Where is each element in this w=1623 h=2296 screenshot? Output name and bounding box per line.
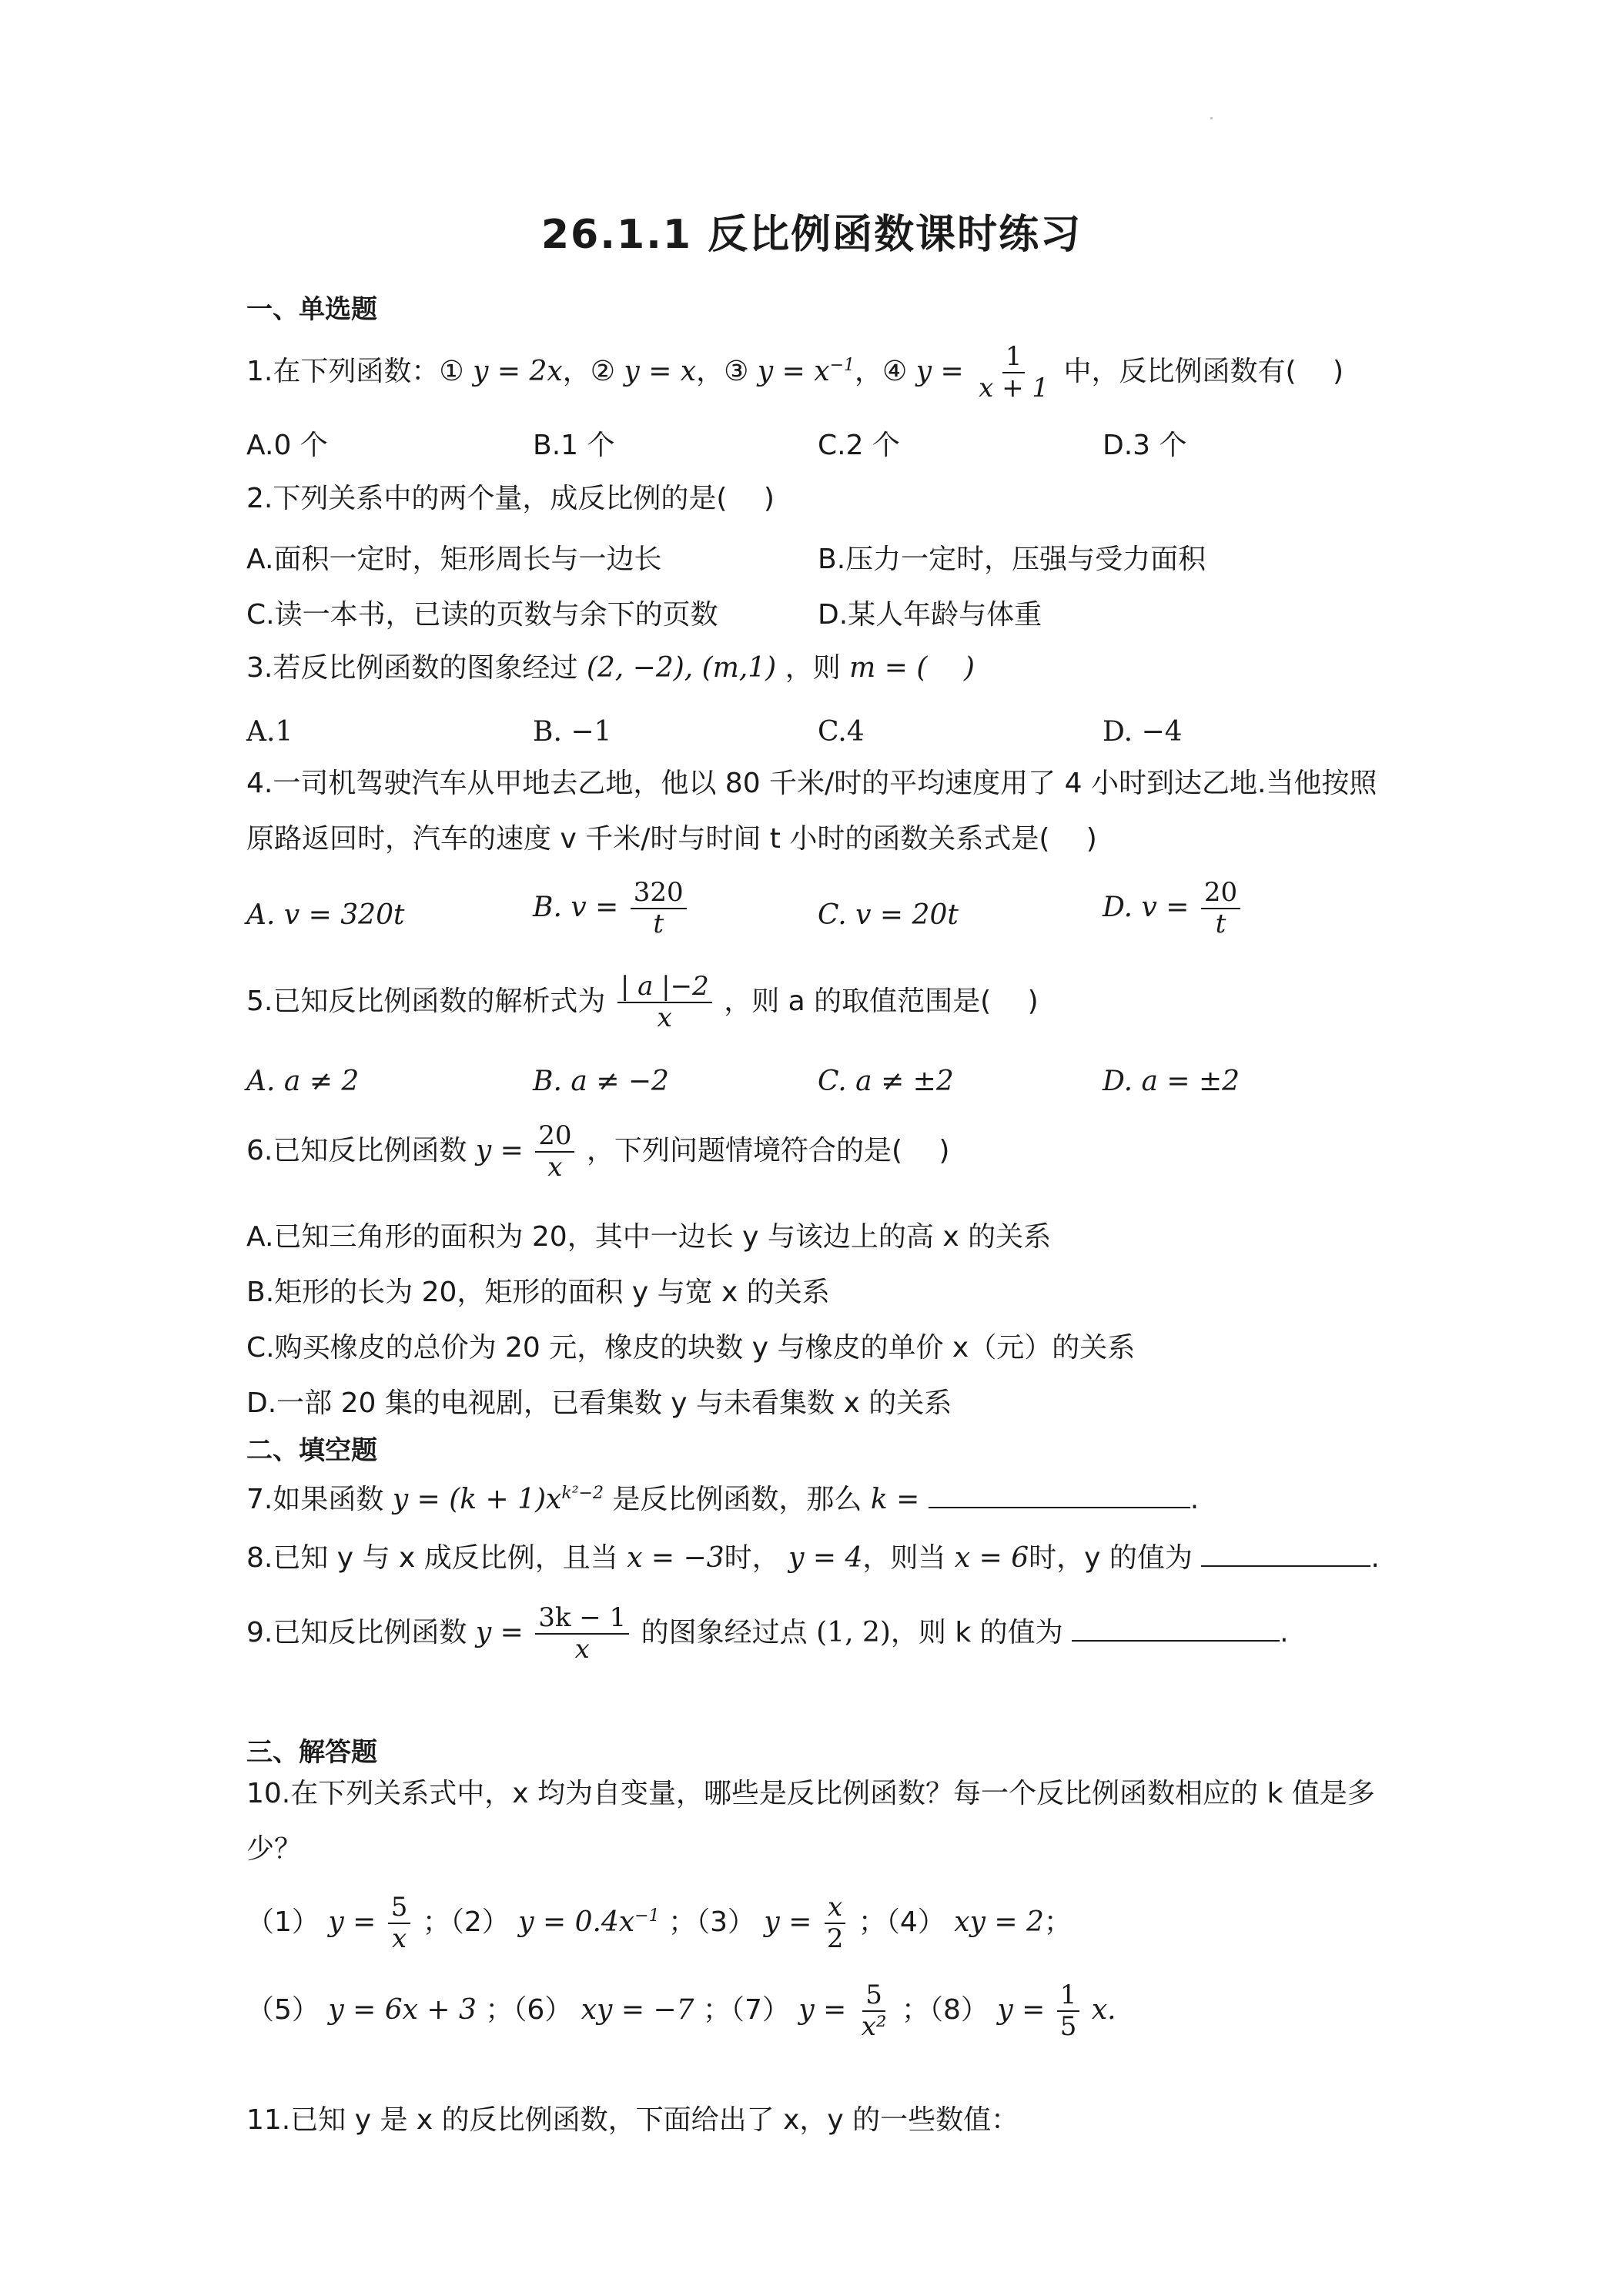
- question-10-items-row-2: （5） y = 6x + 3 ；（6） xy = −7 ；（7） y = $\frac{5}{\text{x²}}$ ；（8） y = $\frac{1}{5}$ x.: [246, 1980, 1116, 2043]
- section-heading-single-choice: 一、单选题: [246, 294, 377, 325]
- fraction: $\frac{| a |-2}{x}$: [617, 972, 712, 1033]
- option-b: B.1 个: [533, 430, 615, 461]
- question-6: 6.已知反比例函数 y = $\frac{20}{x}$ ，下列问题情境符合的是( ): [246, 1120, 950, 1183]
- option-b: B. v = $\frac{320}{t}$: [533, 878, 690, 939]
- fraction: $\frac{20}{t}$: [1201, 878, 1240, 939]
- option-c: C.读一本书，已读的页数与余下的页数: [246, 599, 718, 631]
- option-b: B. a ≠ −2: [533, 1066, 669, 1097]
- option-c: C. v = 20t: [818, 899, 959, 931]
- question-10-line-2: 少？: [246, 1833, 303, 1865]
- question-3: 3.若反比例函数的图象经过 (2, −2), (m,1) ，则 m = ( ): [246, 652, 975, 684]
- question-9: 9.已知反比例函数 y = $\frac{3k - 1}{x}$ 的图象经过点 (1, 2)，则 k 的值为 .: [246, 1602, 1289, 1665]
- section-heading-fill-blank: 二、填空题: [246, 1435, 377, 1466]
- option-c: C.2 个: [818, 430, 900, 461]
- option-b: B.矩形的长为 20，矩形的面积 y 与宽 x 的关系: [246, 1277, 830, 1308]
- option-a: A.1: [246, 716, 293, 748]
- section-heading-answer: 三、解答题: [246, 1737, 377, 1768]
- fraction: $\frac{x}{2}$: [824, 1893, 847, 1954]
- answer-blank: [929, 1484, 1190, 1508]
- question-2: 2.下列关系中的两个量，成反比例的是( ): [246, 483, 775, 514]
- question-10-items-row-1: （1） y = $\frac{5}{x}$ ；（2） $y = 0.4x^{-1}$ ；（3） y = $\frac{x}{2}$ ；（4） xy = 2；: [246, 1892, 1072, 1955]
- option-d: D.3 个: [1103, 430, 1187, 461]
- option-d: D. a = ±2: [1103, 1066, 1240, 1097]
- option-d: D. v = $\frac{20}{t}$: [1103, 878, 1243, 939]
- fraction: $\frac{320}{t}$: [631, 878, 687, 939]
- fraction: $\frac{5}{x}$: [388, 1893, 411, 1954]
- fraction: $\frac{20}{x}$: [535, 1121, 574, 1183]
- option-a: A. a ≠ 2: [246, 1066, 360, 1097]
- page-title: 26.1.1 反比例函数课时练习: [540, 212, 1083, 258]
- question-5: 5.已知反比例函数的解析式为 $\frac{| a |-2}{x}$ ，则 a 的取值范围是( ): [246, 971, 1039, 1034]
- option-c: C.4: [818, 716, 865, 748]
- option-d: D.某人年龄与体重: [818, 599, 1042, 631]
- question-4-line-1: 4.一司机驾驶汽车从甲地去乙地，他以 80 千米/时的平均速度用了 4 小时到达乙地.当他按照: [246, 768, 1377, 799]
- option-c: C. a ≠ ±2: [818, 1066, 954, 1097]
- option-c: C.购买橡皮的总价为 20 元，橡皮的块数 y 与橡皮的单价 x（元）的关系: [246, 1332, 1136, 1364]
- question-11: 11.已知 y 是 x 的反比例函数，下面给出了 x，y 的一些数值：: [246, 2104, 1019, 2136]
- option-d: D. −4: [1103, 716, 1183, 748]
- fraction: $\frac{5}{\text{x²}}$: [861, 1980, 887, 2043]
- question-7: 7.如果函数 $y = (k + 1)x^{k^2-2}$ 是反比例函数，那么 k = .: [246, 1484, 1200, 1515]
- question-10-line-1: 10.在下列关系式中，x 均为自变量，哪些是反比例函数？每一个反比例函数相应的 k 值是多: [246, 1778, 1375, 1809]
- option-b: B. −1: [533, 716, 612, 748]
- question-4-line-2: 原路返回时，汽车的速度 v 千米/时与时间 t 小时的函数关系式是( ): [246, 823, 1097, 855]
- fraction: $\frac{1}{x + 1}$: [979, 341, 1049, 404]
- option-a: A.0 个: [246, 430, 328, 461]
- option-a: A. v = 320t: [246, 899, 405, 931]
- question-1: 1.在下列函数：① y = 2x，② y = x，③ $y = x^{-1}$，④ y = $\frac{1}{x + 1}$ 中，反比例函数有( ): [246, 341, 1344, 404]
- fraction: $\frac{1}{5}$: [1057, 1980, 1080, 2042]
- option-b: B.压力一定时，压强与受力面积: [818, 544, 1206, 575]
- answer-blank: [1072, 1617, 1280, 1642]
- answer-blank: [1201, 1542, 1370, 1567]
- scan-speck: [1210, 117, 1213, 119]
- option-a: A.已知三角形的面积为 20，其中一边长 y 与该边上的高 x 的关系: [246, 1221, 1052, 1253]
- question-8: 8.已知 y 与 x 成反比例，且当 x = −3时， y = 4，则当 x = 6时，y 的值为 .: [246, 1542, 1380, 1574]
- fraction: $\frac{3k - 1}{x}$: [535, 1603, 629, 1665]
- option-a: A.面积一定时，矩形周长与一边长: [246, 544, 662, 575]
- option-d: D.一部 20 集的电视剧，已看集数 y 与未看集数 x 的关系: [246, 1387, 952, 1419]
